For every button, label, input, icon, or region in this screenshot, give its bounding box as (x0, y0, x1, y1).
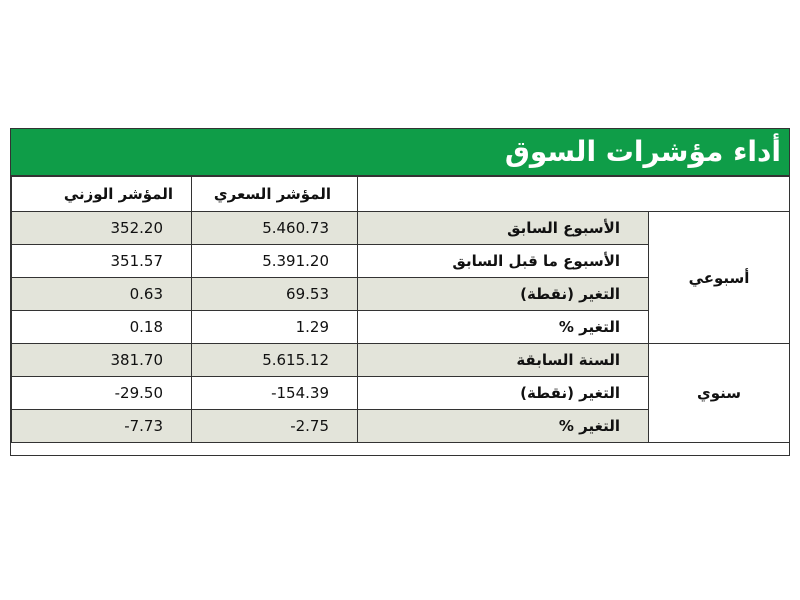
price-value: 5.615.12 (192, 344, 358, 377)
price-value: 5.391.20 (192, 245, 358, 278)
weighted-value: 0.18 (12, 311, 192, 344)
weighted-value: 352.20 (12, 212, 192, 245)
header-price-index: المؤشر السعري (192, 177, 358, 212)
weighted-value: 351.57 (12, 245, 192, 278)
header-weighted-index: المؤشر الوزني (12, 177, 192, 212)
row-label: التغير (نقطة) (358, 278, 649, 311)
price-value: 1.29 (192, 311, 358, 344)
header-row (12, 177, 790, 212)
price-value: -2.75 (192, 410, 358, 443)
weighted-value: -7.73 (12, 410, 192, 443)
row-label: السنة السابقة (358, 344, 649, 377)
price-value: 69.53 (192, 278, 358, 311)
weighted-value: 381.70 (12, 344, 192, 377)
header-blank (358, 177, 790, 212)
group-label-weekly: أسبوعي (649, 212, 790, 344)
price-value: 5.460.73 (192, 212, 358, 245)
table-title: أداء مؤشرات السوق (504, 135, 781, 168)
market-indices-table-frame (10, 128, 790, 456)
market-indices-table (11, 176, 790, 443)
price-value: -154.39 (192, 377, 358, 410)
weighted-value: 0.63 (12, 278, 192, 311)
row-label: التغير (نقطة) (358, 377, 649, 410)
row-label: الأسبوع ما قبل السابق (358, 245, 649, 278)
table-row (12, 212, 790, 245)
weighted-value: -29.50 (12, 377, 192, 410)
title-bar (11, 129, 789, 176)
row-label: الأسبوع السابق (358, 212, 649, 245)
table-row (12, 344, 790, 377)
row-label: التغير % (358, 410, 649, 443)
group-label-annual: سنوي (649, 344, 790, 443)
row-label: التغير % (358, 311, 649, 344)
